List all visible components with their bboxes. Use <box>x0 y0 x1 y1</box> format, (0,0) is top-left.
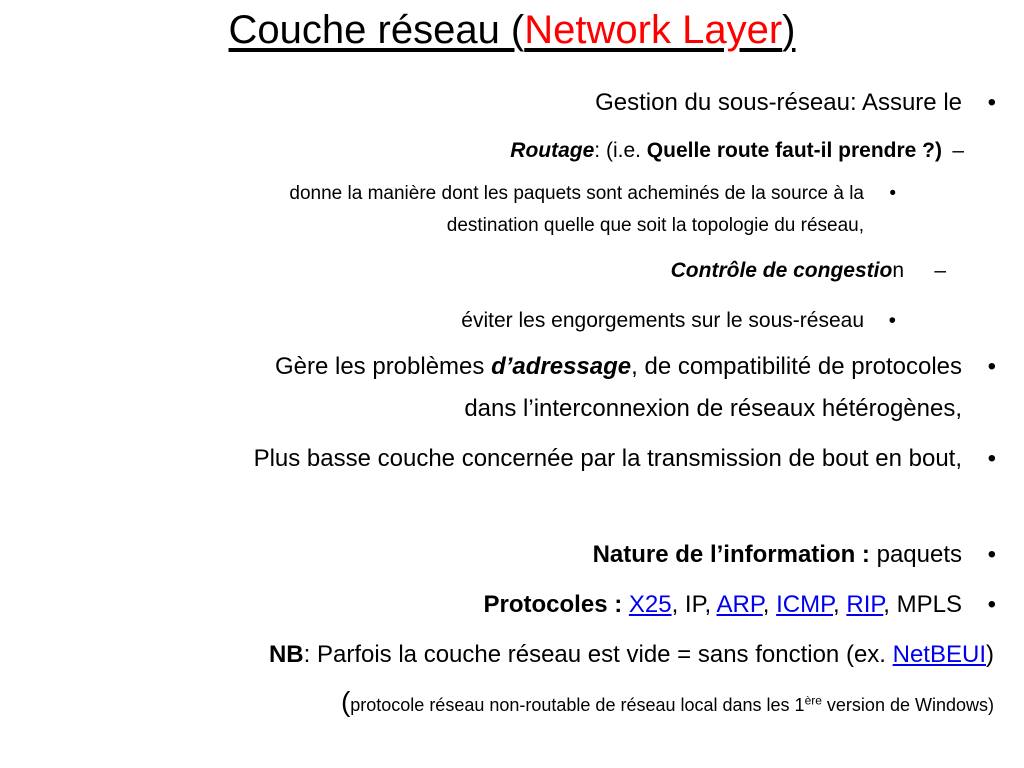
congestion-tail: n <box>892 259 904 282</box>
proto-sep: , IP, <box>671 591 717 618</box>
proto-sep: , <box>833 591 847 618</box>
basse-text: Plus basse couche concernée par la transmission de bout en bout, <box>253 445 962 472</box>
adressage-line <box>275 352 962 382</box>
nature-line <box>593 540 962 570</box>
protocoles-line <box>484 590 962 620</box>
bullet-icon: • <box>888 309 896 332</box>
slide-title <box>0 6 1024 54</box>
title-text: Couche réseau ( <box>228 8 525 52</box>
title-highlight: Network Layer <box>524 8 783 52</box>
nb-text: : Parfois la couche réseau est vide = sans fonction (ex. <box>303 641 893 668</box>
nature-label: Nature de l’information : <box>592 541 877 568</box>
bullet-icon: • <box>987 591 996 618</box>
routage-desc-1 <box>289 182 864 206</box>
congestion-desc-text: éviter les engorgements sur le sous-réseau <box>461 309 864 332</box>
adressage-bold: d’adressage <box>491 353 632 380</box>
nb-close: ) <box>986 641 994 668</box>
x25-link[interactable]: X25 <box>628 591 672 618</box>
basse-line <box>254 444 962 474</box>
congestion-desc <box>461 308 864 334</box>
arp-link[interactable]: ARP <box>716 591 763 618</box>
bullet-icon: • <box>987 445 996 472</box>
gestion-text: Gestion du sous-réseau: Assure le <box>595 89 962 116</box>
congestion-line <box>671 258 904 284</box>
adressage-2-text: dans l’interconnexion de réseaux hétérogènes, <box>464 395 962 422</box>
routage-line <box>510 138 942 164</box>
rip-link[interactable]: RIP <box>846 591 884 618</box>
adressage-post: , de compatibilité de protocoles <box>631 353 962 380</box>
paren-text: protocole réseau non-routable de réseau local dans les 1 <box>350 695 805 715</box>
paren-sup: ère <box>804 693 822 708</box>
protocoles-label: Protocoles : <box>483 591 629 618</box>
routage-rest: : (i.e. <box>594 139 647 162</box>
netbeui-link[interactable]: NetBEUI <box>892 641 986 668</box>
bullet-icon: • <box>987 541 996 568</box>
icmp-link[interactable]: ICMP <box>776 591 834 618</box>
routage-question: Quelle route faut-il prendre ?) <box>646 139 942 162</box>
proto-sep: , MPLS <box>883 591 962 618</box>
nature-value: paquets <box>876 541 962 568</box>
congestion-label: Contrôle de congestio <box>670 259 893 282</box>
routage-label: Routage <box>510 139 595 162</box>
paren-end: version de Windows) <box>821 695 994 715</box>
title-close: ) <box>782 8 796 52</box>
paren-open: ( <box>340 686 351 717</box>
adressage-line-2 <box>464 394 962 424</box>
bullet-icon: • <box>987 353 996 380</box>
bullet-icon: • <box>987 89 996 116</box>
routage-desc-2 <box>447 214 864 238</box>
bullet-gestion <box>595 88 962 118</box>
routage-desc-1-text: donne la manière dont les paquets sont acheminés de la source à la <box>289 183 864 204</box>
adressage-pre: Gère les problèmes <box>274 353 492 380</box>
dash-icon: – <box>934 259 946 282</box>
bullet-icon: • <box>889 183 896 204</box>
nb-line <box>269 640 994 670</box>
proto-sep: , <box>762 591 777 618</box>
nb-label: NB <box>268 641 304 668</box>
dash-icon: – <box>952 139 964 162</box>
paren-line <box>341 686 994 718</box>
routage-desc-2-text: destination quelle que soit la topologie du réseau, <box>446 215 864 236</box>
